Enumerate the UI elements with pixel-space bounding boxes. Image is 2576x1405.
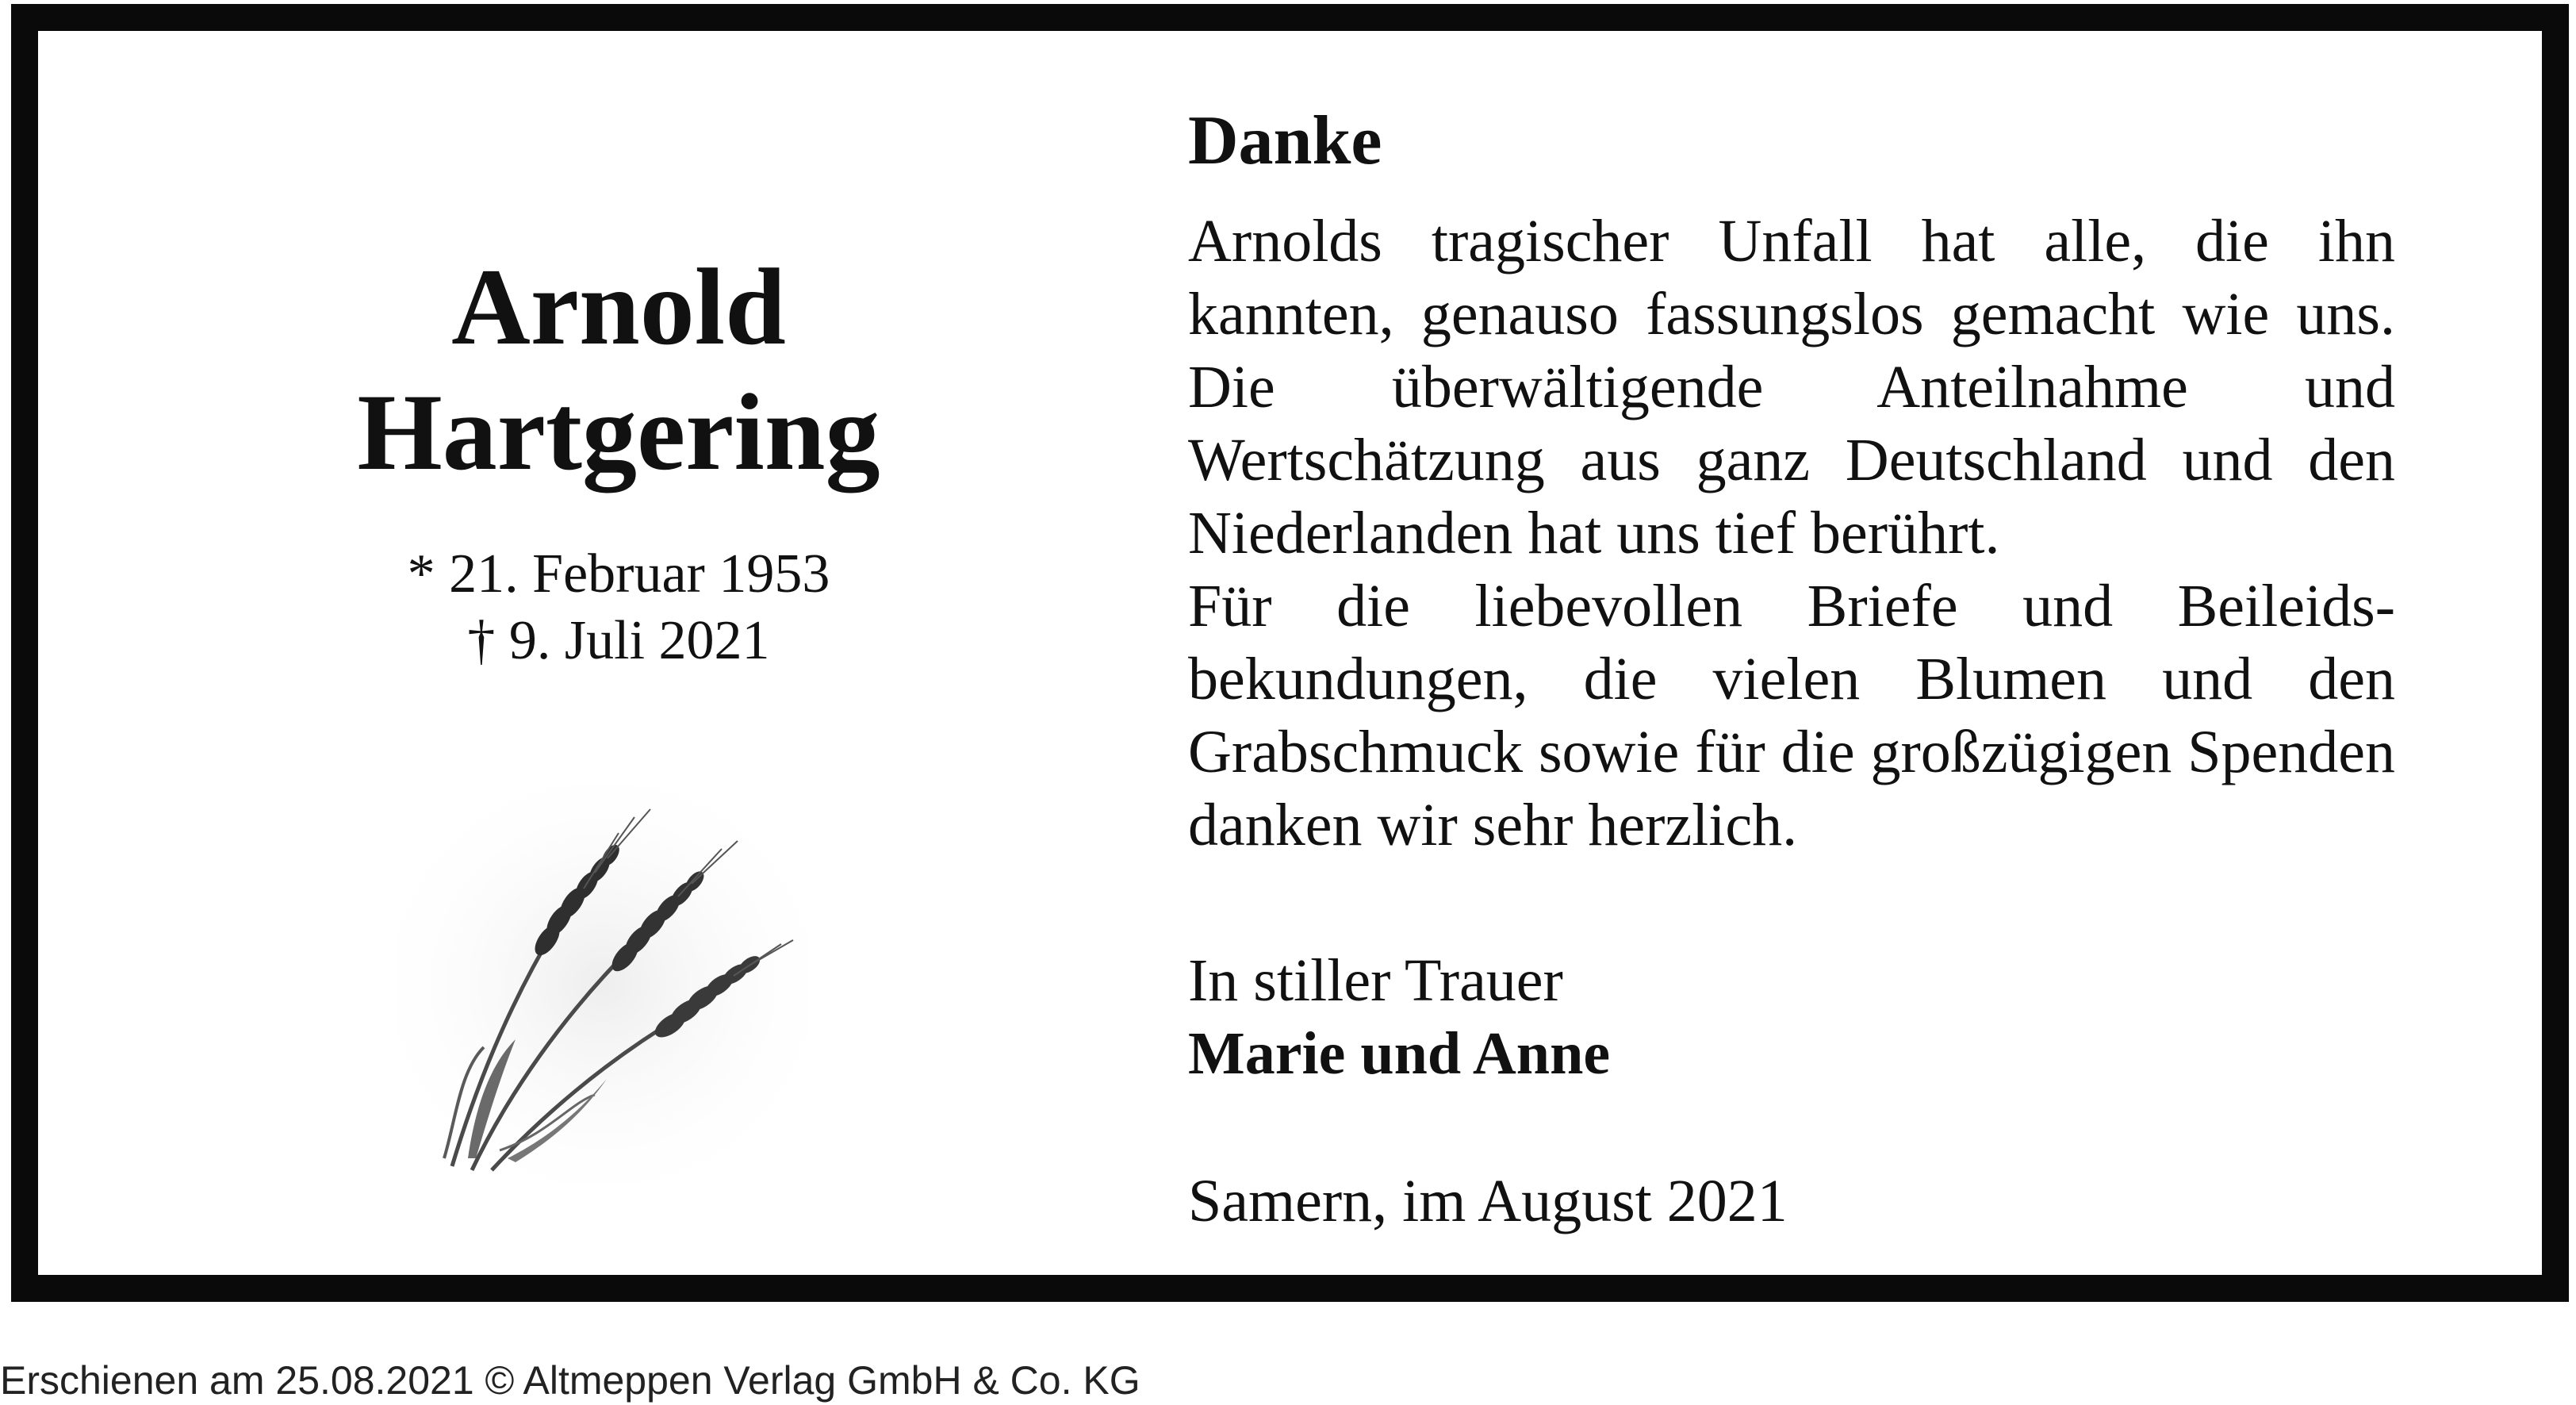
birth-date: * 21. Februar 1953 <box>407 543 830 605</box>
life-dates <box>238 541 999 674</box>
closing-line: In stiller Trauer <box>1188 947 1563 1014</box>
deceased-name <box>238 244 999 495</box>
message-column <box>1188 102 2395 862</box>
publication-footer: Erschienen am 25.08.2021 © Altmeppen Verlag GmbH & Co. KG <box>0 1358 1140 1403</box>
last-name: Hartgering <box>357 371 880 493</box>
wheat-ears-icon <box>397 785 809 1182</box>
place-date: Samern, im August 2021 <box>1188 1168 1788 1234</box>
paragraph-2: Für die liebevollen Briefe und Beileidsbekundungen, die vielen Blumen und den Grabschmuck sowie für die großzügigen Spenden danken wir sehr herzlich. <box>1188 573 2395 858</box>
paragraph-1: Arnolds tragischer Unfall hat alle, die ihn kannten, genauso fassungslos gemacht wie uns. Die überwältigende Anteilnahme und Wertschätzung aus ganz Deutschland und den Niederlanden hat uns tief berührt. <box>1188 208 2395 566</box>
closing <box>1188 944 1610 1090</box>
signers: Marie und Anne <box>1188 1020 1611 1087</box>
message-body <box>1188 205 2395 862</box>
first-name: Arnold <box>451 246 786 367</box>
heading: Danke <box>1188 102 1382 179</box>
death-date: † 9. Juli 2021 <box>467 610 770 671</box>
